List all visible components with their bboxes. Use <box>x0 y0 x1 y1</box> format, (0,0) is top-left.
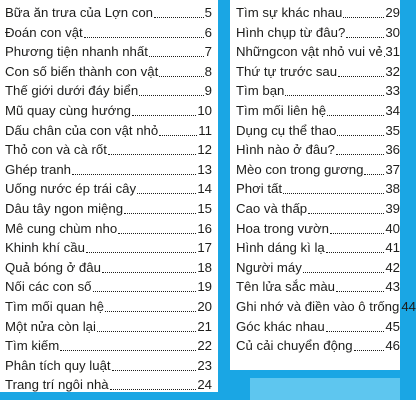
toc-entry-title: Trang trí ngôi nhà <box>5 377 109 393</box>
toc-entry-page-number: 16 <box>197 220 212 236</box>
toc-entry <box>5 62 212 82</box>
dot-leader <box>326 331 385 332</box>
dot-leader <box>137 193 196 194</box>
toc-entry-page-number: 19 <box>197 279 212 295</box>
toc-column-right <box>230 0 416 370</box>
toc-entry <box>5 101 212 121</box>
toc-entry-page-number: 8 <box>204 63 212 79</box>
toc-entry-page-number: 38 <box>385 181 400 197</box>
toc-entry-page-number: 12 <box>197 142 212 158</box>
toc-entry <box>236 317 400 337</box>
toc-entry-title: Góc khác nhau <box>236 318 325 334</box>
toc-entry <box>236 199 400 219</box>
toc-entry-page-number: 5 <box>204 5 212 20</box>
toc-entry <box>236 179 400 199</box>
toc-entry-page-number: 34 <box>385 103 400 118</box>
toc-entry <box>236 3 400 23</box>
toc-entry <box>5 81 212 101</box>
bottom-accent-band <box>250 378 400 400</box>
toc-entry-title: Nhữngcon vật nhỏ vui vẻ <box>236 44 383 60</box>
toc-entry <box>5 375 212 395</box>
toc-entry <box>5 140 212 160</box>
dot-leader <box>108 154 196 155</box>
dot-leader <box>330 233 384 234</box>
toc-entry-page-number: 32 <box>385 63 400 79</box>
toc-entry <box>236 42 400 62</box>
dot-leader <box>338 76 384 77</box>
toc-entry-title: Mũ quay cùng hướng <box>5 103 131 118</box>
toc-entry <box>5 297 212 317</box>
toc-entry-page-number: 24 <box>197 377 212 393</box>
toc-entry-page-number: 33 <box>385 83 400 99</box>
toc-entry <box>5 23 212 43</box>
toc-entry <box>236 258 400 278</box>
toc-entry-title: Phương tiện nhanh nhất <box>5 44 148 60</box>
toc-entry-title: Tìm mối liên hệ <box>236 103 327 118</box>
toc-entry-title: Thứ tự trước sau <box>236 63 338 79</box>
dot-leader <box>343 17 384 18</box>
toc-entry <box>236 238 400 258</box>
toc-entry-title: Dụng cụ thể thao <box>236 122 337 138</box>
toc-entry <box>5 317 212 337</box>
toc-entry-title: Phơi tất <box>236 181 283 197</box>
dot-leader <box>112 370 197 371</box>
toc-entry-title: Ghi nhớ và điền vào ô trống <box>236 299 400 314</box>
toc-entry-title: Người máy <box>236 259 302 275</box>
toc-entry-title: Hình chụp từ đâu? <box>236 24 346 40</box>
toc-entry <box>236 140 400 160</box>
toc-entry <box>236 297 416 317</box>
dot-leader <box>354 350 385 351</box>
toc-entry-title: Cao và thấp <box>236 201 308 216</box>
toc-entry-page-number: 22 <box>197 338 212 354</box>
dot-leader <box>72 174 196 175</box>
toc-entry-page-number: 36 <box>385 142 400 158</box>
toc-entry-title: Hình nào ở đâu? <box>236 142 335 158</box>
toc-entry <box>5 219 212 239</box>
dot-leader <box>124 213 196 214</box>
toc-entry-page-number: 10 <box>197 103 212 118</box>
dot-leader <box>159 135 197 136</box>
toc-entry-title: Con số biến thành con vật <box>5 63 159 79</box>
toc-entry-title: Dấu chân của con vật nhỏ <box>5 122 159 138</box>
toc-entry-page-number: 46 <box>385 338 400 354</box>
gutter-strip <box>218 0 230 400</box>
toc-entry-title: Thế giới dưới đáy biển <box>5 83 139 99</box>
toc-entry-page-number: 40 <box>385 220 400 236</box>
toc-entry <box>5 42 212 62</box>
toc-entry-page-number: 18 <box>197 259 212 275</box>
toc-entry-page-number: 11 <box>198 122 212 138</box>
toc-entry-page-number: 6 <box>204 24 212 40</box>
dot-leader <box>336 291 384 292</box>
toc-entry-title: Tìm mối quan hệ <box>5 299 104 314</box>
toc-entry-title: Hoa trong vườn <box>236 220 329 236</box>
toc-entry-page-number: 21 <box>197 318 212 334</box>
dot-leader <box>336 154 384 155</box>
toc-entry <box>236 219 400 239</box>
toc-entry-page-number: 14 <box>197 181 212 197</box>
toc-entry-title: Mê cung chùm nho <box>5 220 118 236</box>
toc-entry <box>236 160 400 180</box>
toc-entry-title: Tên lửa sắc màu <box>236 279 335 295</box>
toc-entry <box>5 3 212 23</box>
toc-entry-page-number: 17 <box>197 240 212 256</box>
dot-leader <box>132 115 196 116</box>
toc-entry <box>5 277 212 297</box>
dot-leader <box>105 311 196 312</box>
dot-leader <box>308 213 384 214</box>
toc-entry-title: Hình dáng kì lạ <box>236 240 325 256</box>
toc-entry-page-number: 15 <box>197 201 212 216</box>
toc-entry-page-number: 43 <box>385 279 400 295</box>
dot-leader <box>346 37 384 38</box>
toc-entry-page-number: 7 <box>204 44 212 60</box>
toc-entry <box>5 238 212 258</box>
toc-entry-title: Nối các con số <box>5 279 92 295</box>
dot-leader <box>93 291 197 292</box>
toc-entry <box>236 101 400 121</box>
toc-entry-title: Đoán con vật <box>5 24 83 40</box>
dot-leader <box>159 76 203 77</box>
toc-entry-title: Phân tích quy luật <box>5 357 111 373</box>
dot-leader <box>118 233 196 234</box>
toc-entry-title: Uống nước ép trái cây <box>5 181 137 197</box>
dot-leader <box>84 37 204 38</box>
toc-entry-title: Mèo con trong gương <box>236 161 364 177</box>
dot-leader <box>86 252 196 253</box>
toc-entry-title: Tìm sự khác nhau <box>236 5 343 20</box>
dot-leader <box>154 17 204 18</box>
toc-entry-page-number: 41 <box>385 240 400 256</box>
toc-entry-page-number: 9 <box>204 83 212 99</box>
dot-leader <box>102 272 196 273</box>
dot-leader <box>364 174 384 175</box>
dot-leader <box>97 331 196 332</box>
dot-leader <box>326 252 385 253</box>
toc-entry-page-number: 23 <box>197 357 212 373</box>
toc-entry-page-number: 31 <box>385 44 400 60</box>
dot-leader <box>337 135 384 136</box>
toc-entry-title: Bữa ăn trưa của Lợn con <box>5 5 154 20</box>
dot-leader <box>327 115 384 116</box>
dot-leader <box>303 272 384 273</box>
dot-leader <box>149 56 204 57</box>
toc-entry-page-number: 44 <box>401 299 416 314</box>
toc-entry <box>236 62 400 82</box>
dot-leader <box>60 350 196 351</box>
toc-entry-title: Ghép tranh <box>5 161 71 177</box>
toc-entry-title: Tìm kiếm <box>5 338 60 354</box>
toc-entry <box>5 121 212 141</box>
toc-entry-page-number: 30 <box>385 24 400 40</box>
toc-entry-page-number: 42 <box>385 259 400 275</box>
toc-entry-title: Củ cải chuyển động <box>236 338 353 354</box>
dot-leader <box>110 389 197 390</box>
toc-entry <box>236 336 400 356</box>
toc-entry-page-number: 29 <box>385 5 400 20</box>
toc-entry <box>236 121 400 141</box>
toc-entry <box>236 277 400 297</box>
toc-entry-page-number: 45 <box>385 318 400 334</box>
toc-entry <box>5 356 212 376</box>
toc-entry-title: Khinh khí cầu <box>5 240 85 256</box>
toc-entry-title: Thỏ con và cà rốt <box>5 142 107 158</box>
dot-leader <box>384 56 385 57</box>
toc-entry <box>5 160 212 180</box>
toc-entry-page-number: 13 <box>197 161 212 177</box>
dot-leader <box>283 193 384 194</box>
toc-entry-page-number: 39 <box>385 201 400 216</box>
toc-entry-title: Tìm bạn <box>236 83 285 99</box>
toc-entry-page-number: 37 <box>385 161 400 177</box>
toc-entry-title: Dâu tây ngon miệng <box>5 201 124 216</box>
toc-entry <box>236 81 400 101</box>
dot-leader <box>139 95 203 96</box>
toc-entry <box>5 336 212 356</box>
toc-entry <box>5 179 212 199</box>
toc-entry-page-number: 20 <box>197 299 212 314</box>
toc-entry <box>236 23 400 43</box>
toc-entry-title: Một nửa còn lại <box>5 318 96 334</box>
toc-entry <box>5 199 212 219</box>
toc-entry <box>5 258 212 278</box>
toc-entry-page-number: 35 <box>385 122 400 138</box>
toc-entry-title: Quả bóng ở đâu <box>5 259 101 275</box>
dot-leader <box>285 95 384 96</box>
